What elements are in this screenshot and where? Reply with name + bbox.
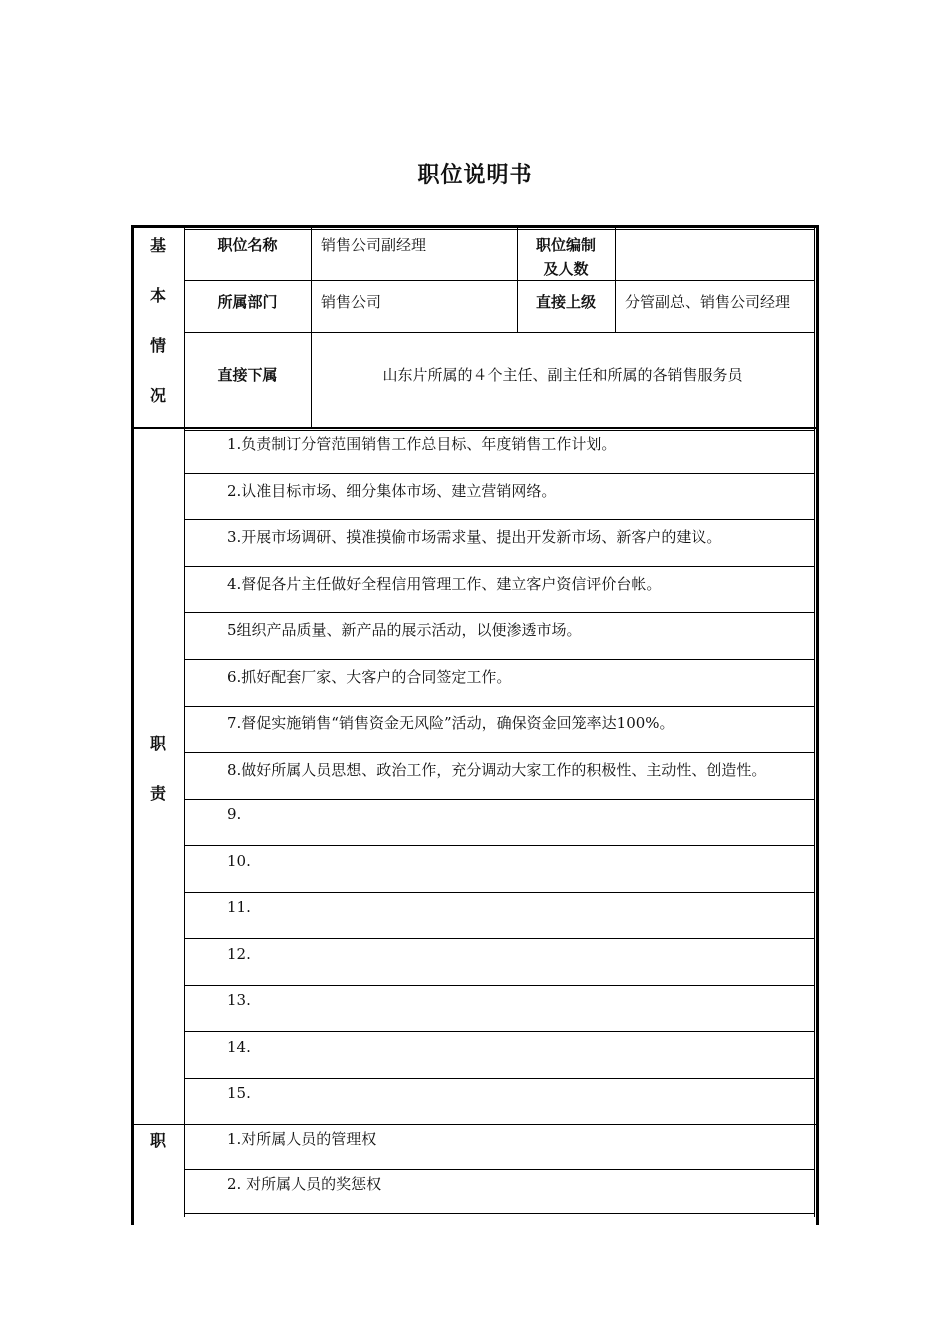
row-divider	[184, 1078, 815, 1079]
row-divider	[184, 473, 815, 474]
row-divider	[184, 659, 815, 660]
duty-item: 6.抓好配套厂家、大客户的合同签定工作。	[227, 668, 512, 686]
duty-item: 15.	[227, 1084, 251, 1102]
duty-item: 7.督促实施销售“销售资金无风险”活动，确保资金回笼率达100%。	[227, 714, 675, 732]
headcount-label	[517, 233, 615, 281]
row-divider	[184, 706, 815, 707]
duty-item: 5组织产品质量、新产品的展示活动，以便渗透市场。	[227, 621, 582, 639]
duty-item: 1.负责制订分管范围销售工作总目标、年度销售工作计划。	[227, 435, 617, 453]
duty-item: 4.督促各片主任做好全程信用管理工作、建立客户资信评价台帐。	[227, 575, 662, 593]
section-divider	[131, 1124, 819, 1125]
duty-item: 13.	[227, 991, 251, 1009]
department-label: 所属部门	[217, 293, 278, 311]
row-divider	[184, 985, 815, 986]
headcount-label-line: 职位编制	[535, 236, 596, 254]
table-divider	[184, 229, 815, 230]
supervisor-label: 直接上级	[535, 293, 596, 311]
duty-item: 9.	[227, 805, 242, 823]
subordinates-value: 山东片所属的４个主任、副主任和所属的各销售服务员	[382, 366, 743, 384]
row-divider	[184, 938, 815, 939]
table-divider	[311, 227, 312, 427]
row-divider	[184, 566, 815, 567]
row-divider	[184, 799, 815, 800]
row-divider	[184, 1213, 815, 1214]
supervisor-value: 分管副总、销售公司经理	[625, 293, 791, 311]
department-value: 销售公司	[321, 293, 382, 311]
duty-item: 3.开展市场调研、摸准摸偷市场需求量、提出开发新市场、新客户的建议。	[227, 528, 722, 546]
section-divider	[131, 427, 819, 429]
duty-item: 2.认准目标市场、细分集体市场、建立营销网络。	[227, 482, 557, 500]
duty-item: 10.	[227, 852, 251, 870]
position-name-value: 销售公司副经理	[321, 236, 427, 254]
section-label-char: 职	[149, 734, 166, 753]
row-divider	[184, 612, 815, 613]
row-divider	[184, 519, 815, 520]
section-label-char: 况	[149, 386, 166, 405]
headcount-label-line: 及人数	[543, 260, 589, 278]
row-divider	[184, 845, 815, 846]
position-name-label: 职位名称	[217, 236, 278, 254]
page-title: 职位说明书	[417, 163, 533, 188]
section-label-char: 责	[149, 784, 166, 803]
row-divider	[184, 1031, 815, 1032]
authority-item: 1.对所属人员的管理权	[227, 1130, 377, 1148]
table-divider	[814, 227, 815, 1217]
row-divider	[184, 892, 815, 893]
duty-item: 14.	[227, 1038, 251, 1056]
section-label-char: 本	[149, 286, 166, 305]
row-divider	[184, 752, 815, 753]
section-label-char: 情	[149, 336, 166, 355]
duty-item: 11.	[227, 898, 251, 916]
duty-item: 12.	[227, 945, 251, 963]
section-label-char: 职	[149, 1131, 166, 1150]
table-divider	[184, 332, 815, 333]
subordinates-label: 直接下属	[217, 366, 278, 384]
authority-item: 2. 对所属人员的奖惩权	[227, 1175, 382, 1193]
table-divider	[184, 280, 815, 281]
row-divider	[184, 1169, 815, 1170]
duty-item: 8.做好所属人员思想、政治工作，充分调动大家工作的积极性、主动性、创造性。	[227, 761, 767, 779]
table-divider	[184, 430, 815, 431]
section-label-char: 基	[149, 236, 166, 255]
